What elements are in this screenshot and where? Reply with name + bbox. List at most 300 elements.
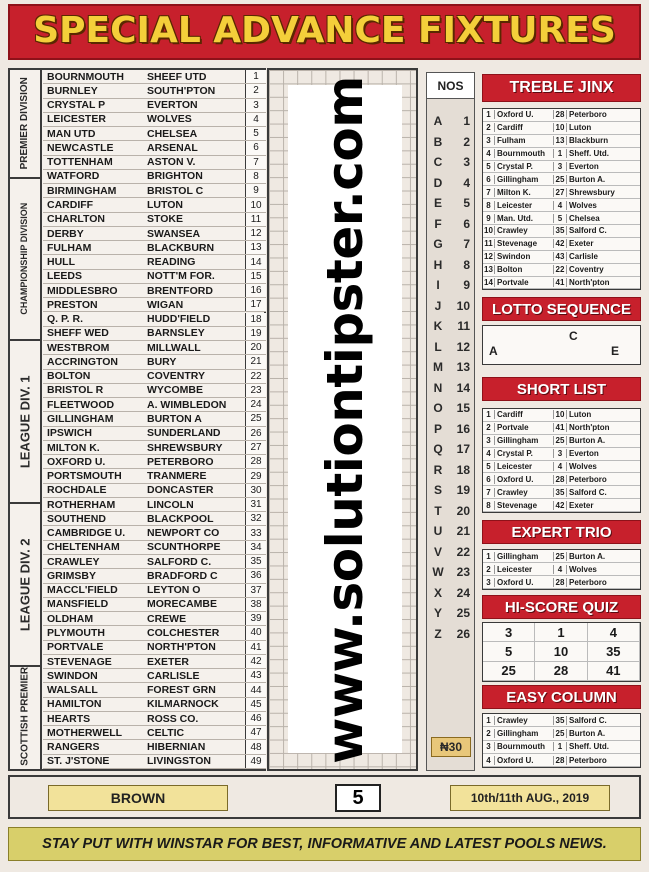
home-team: PORTSMOUTH [47,470,122,483]
away-team: LINCOLN [147,498,194,511]
fixture-number: 8 [245,170,266,183]
home-team: MILTON K. [47,441,100,454]
fixture-number: 30 [245,484,266,497]
fixture-number: 40 [245,626,266,639]
home-team: STEVENAGE [47,655,112,668]
home-team: WATFORD [47,170,100,183]
lotto-sequence-title: LOTTO SEQUENCE [482,297,641,321]
fixture-number: 49 [245,755,266,768]
tip-row [483,461,640,474]
quiz-cell: 4 [588,623,640,642]
nos-number: 5 [463,196,470,210]
section-label-scottish: SCOTTISH PREMIER [10,667,42,769]
tip-away-team: Peterboro [569,577,607,587]
fixture-number: 45 [245,698,266,711]
fixture-number: 39 [245,612,266,625]
tip-row [483,499,640,512]
tip-home-no: 7 [483,188,495,197]
home-team: CAMBRIDGE U. [47,527,126,540]
away-team: LUTON [147,199,183,211]
away-team: SALFORD C. [147,555,212,568]
away-team: BURY [147,355,177,368]
fixture-row [43,198,266,212]
nos-number: 11 [457,319,470,333]
nos-header: NOS [427,73,474,99]
home-team: CARDIFF [47,199,94,211]
fixture-number: 32 [245,512,266,525]
tip-home-team: Gillingham [497,174,539,184]
fixture-number: 13 [245,241,266,254]
fixture-row [43,498,266,512]
tip-away-no: 41 [553,423,567,432]
tip-row [483,435,640,448]
home-team: MOTHERWELL [47,726,123,739]
tip-away-team: Wolves [569,200,597,210]
tip-away-team: Shrewsbury [569,187,615,197]
nos-row [427,480,474,500]
home-team: WESTBROM [47,341,110,354]
page-title: SPECIAL ADVANCE FIXTURES [33,10,616,51]
fixture-row [43,641,266,655]
tip-home-team: Crystal P. [497,162,533,171]
home-team: ACCRINGTON [47,355,118,368]
home-team: FLEETWOOD [47,398,115,411]
header-banner [8,4,641,60]
nos-number: 1 [463,114,470,128]
fixture-row [43,327,266,341]
nos-number: 10 [456,298,470,313]
nos-row [427,275,474,295]
tip-away-no: 1 [553,742,567,751]
away-team: BRENTFORD [147,284,213,297]
fixture-number: 43 [245,669,266,682]
tip-home-no: 1 [483,410,495,419]
nos-number: 3 [463,155,470,169]
tip-home-no: 2 [483,565,495,574]
away-team: LEYTON O [147,584,201,597]
nos-row [427,152,474,172]
nos-row [427,316,474,336]
nos-row [427,603,474,623]
tip-home-team: Portvale [497,278,529,288]
tip-away-no: 42 [553,239,567,248]
tip-row [483,563,640,576]
away-team: NEWPORT CO [147,527,220,540]
tip-home-no: 12 [483,252,495,261]
nos-row [427,337,474,357]
tip-away-no: 28 [553,475,567,484]
quiz-cell: 35 [588,642,640,661]
home-team: OLDHAM [47,612,94,625]
quiz-cell: 5 [483,642,535,661]
fixture-row [43,241,266,255]
tip-home-no: 8 [483,501,495,510]
nos-number: 12 [456,339,470,354]
nos-row [427,624,474,644]
tip-away-no: 28 [553,110,567,119]
fixture-row [43,441,266,455]
tip-row [483,251,640,264]
tip-home-no: 9 [483,214,495,223]
fixture-number: 10 [245,198,266,211]
away-team: A. WIMBLEDON [147,398,227,411]
home-team: BOLTON [47,370,91,383]
fixture-number: 6 [245,141,266,154]
tip-away-team: Blackburn [569,136,609,146]
tip-home-team: Crawley [497,487,528,497]
home-team: MACCL'FIELD [47,584,118,597]
tip-home-no: 3 [483,436,495,445]
nos-letter: U [433,524,443,538]
nos-number: 9 [463,278,470,292]
fixture-row [43,255,266,269]
tip-home-team: Stevenage [497,239,538,249]
fixture-row [43,213,266,227]
fixture-row [43,156,266,170]
away-team: BURTON A [147,412,202,425]
tip-away-no: 10 [553,123,567,132]
tip-home-team: Leicester [497,564,533,574]
bottom-info-bar [8,775,641,819]
tip-home-team: Fulham [497,136,526,146]
fixture-number: 23 [245,384,266,397]
home-team: DERBY [47,227,84,240]
nos-number: 7 [463,237,470,251]
home-team: MAN UTD [47,127,96,140]
fixture-number: 37 [245,584,266,597]
away-team: SHREWSBURY [147,441,223,454]
away-team: MILLWALL [147,341,201,354]
fixture-number: 16 [245,284,266,297]
nos-number: 15 [456,401,470,415]
home-team: PORTVALE [47,641,104,654]
fixture-number: 7 [245,156,266,169]
fixture-row [43,370,266,384]
fixture-row [43,755,266,769]
expert-trio-table [482,549,641,590]
fixture-row [43,84,266,98]
away-team: TRANMERE [147,470,207,483]
treble-jinx-table [482,108,641,290]
fixture-row [43,170,266,184]
hi-score-quiz-grid [482,622,641,682]
tip-away-no: 5 [553,214,567,223]
nos-row [427,111,474,131]
tip-home-no: 4 [483,449,495,458]
tip-away-no: 42 [553,501,567,510]
nos-number: 4 [463,175,470,190]
nos-letter: Z [434,626,442,641]
tip-away-no: 10 [553,410,567,419]
tip-away-team: Luton [569,123,592,133]
tip-away-team: Carlisle [569,252,598,262]
tip-home-team: Crawley [497,715,528,725]
nos-number: 14 [456,380,470,395]
tip-away-no: 3 [553,162,567,171]
away-team: HIBERNIAN [147,741,206,754]
away-team: HUDD'FIELD [147,313,211,326]
nos-row [427,193,474,213]
tip-row [483,422,640,435]
tip-away-no: 13 [553,136,567,145]
fixture-row [43,469,266,483]
tip-away-no: 4 [553,201,567,210]
nos-letter: E [433,196,442,210]
hi-score-quiz-title: HI-SCORE QUIZ [482,595,641,619]
tip-home-team: Crystal P. [497,449,533,459]
home-team: SHEFF WED [47,327,109,340]
tip-row [483,122,640,135]
tip-away-team: Peterboro [569,755,607,765]
tip-away-team: Salford C. [569,487,607,497]
tip-away-no: 4 [553,565,567,574]
fixture-row [43,227,266,241]
home-team: NEWCASTLE [47,141,114,154]
home-team: LEICESTER [47,113,106,126]
fixture-number: 2 [245,84,266,97]
section-label-league-div-2: LEAGUE DIV. 2 [10,504,42,667]
nos-row [427,542,474,562]
home-team: BIRMINGHAM [47,184,117,197]
away-team: CELTIC [147,726,185,739]
fixture-number: 48 [245,740,266,753]
nos-letter: K [433,319,443,333]
away-team: BLACKBURN [147,241,215,254]
tip-row [483,173,640,186]
tip-home-team: Bolton [497,265,523,275]
nos-row [427,214,474,234]
fixture-row [43,313,266,327]
footer-slogan: STAY PUT WITH WINSTAR FOR BEST, INFORMATIVE AND LATEST POOLS NEWS. [8,827,641,861]
tip-home-no: 10 [483,226,495,235]
fixture-row [43,270,266,284]
fixture-number: 28 [245,455,266,468]
section-label-league-div-1: LEAGUE DIV. 1 [10,341,42,504]
fixture-number: 20 [245,341,266,354]
nos-row [427,521,474,541]
section-label-premier: PREMIER DIVISION [10,70,42,179]
nos-letter: R [433,462,443,477]
nos-number: 20 [456,503,470,518]
tip-home-team: Gillingham [497,436,539,446]
lotto-e: E [611,344,620,358]
fixture-number: 17 [245,298,266,311]
quiz-cell: 1 [535,623,587,642]
nos-number: 17 [456,442,470,456]
fixture-row [43,341,266,355]
fixture-number: 41 [245,641,266,654]
fixture-number: 24 [245,398,266,411]
tip-home-team: Gillingham [497,728,539,738]
quiz-cell: 41 [588,662,640,681]
tip-home-no: 14 [483,278,495,287]
fixture-number: 19 [245,327,266,340]
quiz-cell: 3 [483,623,535,642]
tip-home-team: Leicester [497,462,533,471]
tip-away-no: 25 [553,552,567,561]
tip-away-no: 25 [553,175,567,184]
away-team: READING [147,256,196,269]
tip-row [483,148,640,161]
fixture-row [43,384,266,398]
nos-number: 22 [456,544,470,559]
fixture-row [43,484,266,498]
nos-number: 18 [456,462,470,477]
short-list-title: SHORT LIST [482,377,641,401]
home-team: PRESTON [47,298,98,311]
home-team: BRISTOL R [47,384,104,397]
home-team: GRIMSBY [47,569,97,582]
tip-row [483,186,640,199]
nos-row [427,296,474,316]
away-team: CHELSEA [147,127,198,140]
fixture-number: 31 [245,498,266,511]
tip-home-no: 1 [483,110,495,119]
tip-away-team: Burton A. [569,436,606,446]
fixtures-table [8,68,266,771]
home-team: OXFORD U. [47,455,106,468]
nos-row [427,173,474,193]
fixture-number: 3 [245,99,266,112]
tip-away-team: Wolves [569,564,597,574]
away-team: BARNSLEY [147,327,205,340]
nos-number: 13 [456,360,470,374]
nos-number: 2 [463,134,470,149]
home-team: WALSALL [47,684,98,697]
tip-home-no: 7 [483,488,495,497]
home-team: SWINDON [47,669,98,682]
home-team: HAMILTON [47,698,102,711]
away-team: EXETER [147,655,190,668]
away-team: FOREST GRN [147,684,216,697]
home-team: CRAWLEY [47,555,100,568]
home-team: CHELTENHAM [47,541,120,554]
nos-row [427,378,474,398]
away-team: SHEEF UTD [147,70,207,83]
away-team: MORECAMBE [147,598,217,611]
tip-home-team: Swindon [497,252,531,262]
away-team: CREWE [147,612,187,625]
tip-away-team: Wolves [569,462,597,471]
away-team: BRIGHTON [147,170,203,183]
quiz-cell: 28 [535,662,587,681]
nos-letter: P [433,421,442,436]
fixture-row [43,726,266,740]
fixture-number: 29 [245,469,266,482]
nos-letter: G [433,237,443,251]
coupon-colour: BROWN [48,785,228,811]
home-team: FULHAM [47,241,92,254]
tip-home-team: Crawley [497,226,528,236]
tip-home-no: 3 [483,578,495,587]
tip-away-team: Sheff. Utd. [569,742,609,752]
fixture-row [43,655,266,669]
fixture-number: 1 [245,70,266,83]
fixture-number: 15 [245,270,266,283]
tip-away-no: 28 [553,578,567,587]
tip-row [483,409,640,422]
nos-letter: W [432,565,444,579]
away-team: COLCHESTER [147,626,220,639]
away-team: BRISTOL C [147,184,204,197]
nos-number: 24 [456,585,470,600]
fixture-number: 27 [245,441,266,454]
away-team: WOLVES [147,113,192,126]
fixture-row [43,412,266,426]
nos-letter: A [433,114,443,128]
away-team: NOTT'M FOR. [147,270,215,283]
away-team: PETERBORO [147,455,214,468]
fixture-row [43,698,266,712]
nos-column [426,72,475,771]
home-team: CRYSTAL P [47,99,106,112]
tip-home-no: 6 [483,475,495,484]
tip-away-team: Salford C. [569,715,607,725]
fixture-row [43,598,266,612]
nos-number: 19 [456,483,470,497]
home-team: PLYMOUTH [47,626,105,639]
nos-letter: O [433,401,443,415]
tip-away-team: Everton [569,449,599,459]
tip-away-team: North'pton [569,423,610,433]
tip-home-no: 5 [483,462,495,471]
nos-row [427,419,474,439]
tip-away-no: 43 [553,252,567,261]
fixture-number: 35 [245,555,266,568]
tip-home-team: Oxford U. [497,474,534,484]
tip-home-no: 11 [483,239,495,248]
fixture-row [43,455,266,469]
tip-row [483,714,640,727]
home-team: ROTHERHAM [47,498,116,511]
tip-away-no: 41 [553,278,567,287]
tip-away-team: Burton A. [569,728,606,738]
week-number: 5 [335,784,381,812]
fixture-number: 5 [245,127,266,140]
away-team: CARLISLE [147,669,200,682]
fixture-date: 10th/11th AUG., 2019 [450,785,610,811]
tip-row [483,550,640,563]
tip-home-team: Stevenage [497,500,538,510]
home-team: MANSFIELD [47,598,109,611]
away-team: WYCOMBE [147,384,203,397]
fixture-row [43,712,266,726]
nos-number: 23 [456,565,470,579]
nos-letter: J [434,298,442,313]
fixture-row [43,184,266,198]
tip-home-no: 1 [483,552,495,561]
tip-home-team: Portvale [497,423,529,433]
tip-row [483,161,640,174]
tip-row [483,199,640,212]
tip-row [483,486,640,499]
fixture-number: 18 [245,313,266,326]
tip-away-no: 3 [553,449,567,458]
tip-away-no: 25 [553,436,567,445]
tip-row [483,264,640,277]
section-label-championship: CHAMPIONSHIP DIVISION [10,179,42,341]
fixture-number: 42 [245,655,266,668]
fixture-row [43,512,266,526]
lotto-sequence-box [482,325,641,365]
home-team: BOURNMOUTH [47,70,124,83]
fixture-number: 21 [245,355,266,368]
tip-away-team: Coventry [569,265,604,275]
fixture-number: 14 [245,255,266,268]
price-badge: ₦30 [431,737,471,757]
away-team: ASTON V. [147,156,196,169]
away-team: SCUNTHORPE [147,541,221,554]
